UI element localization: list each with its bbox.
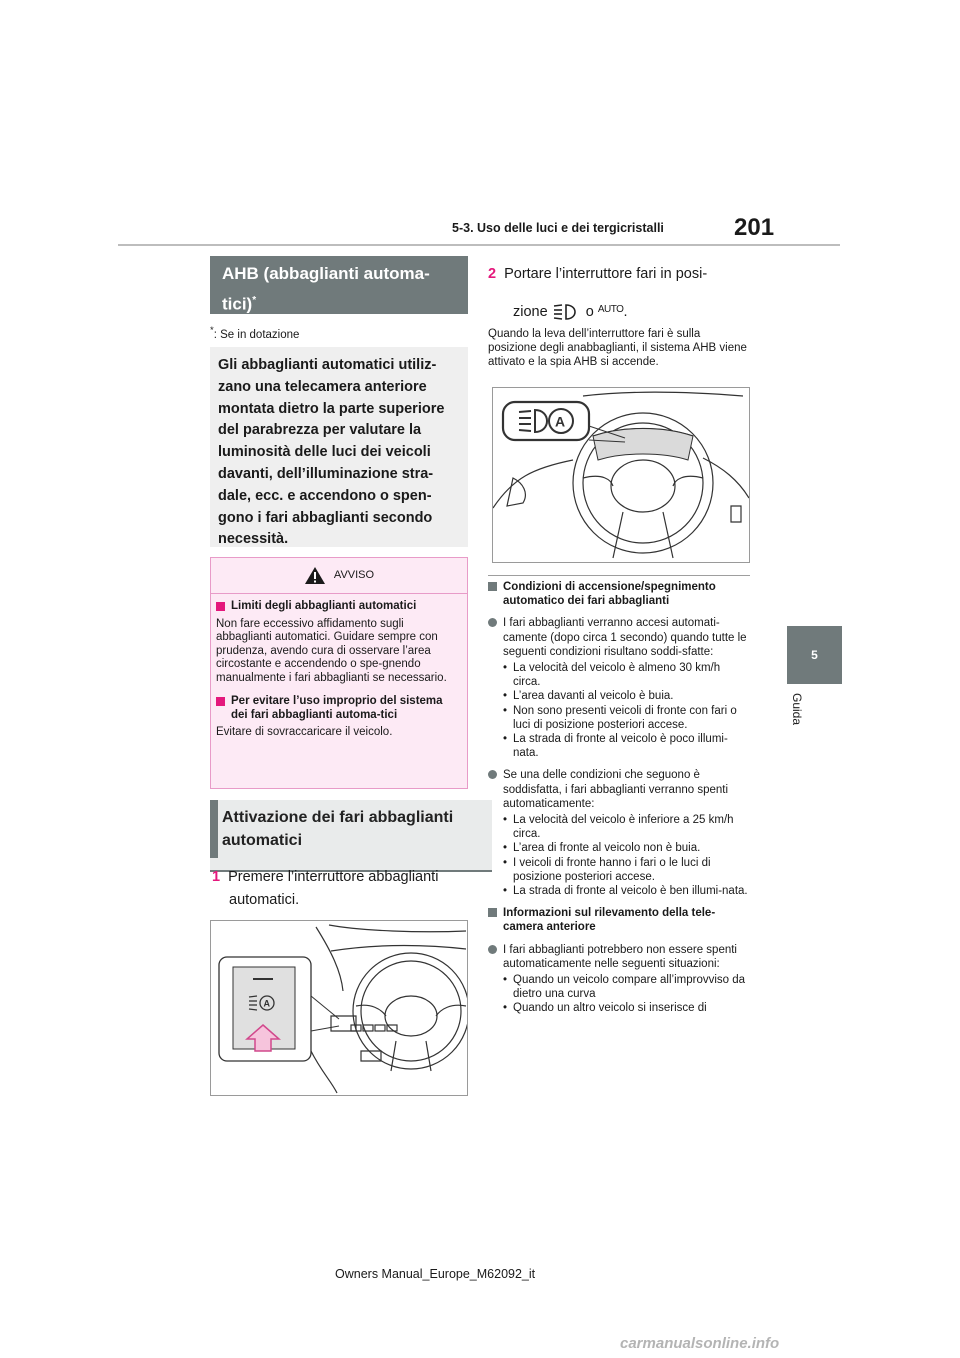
warning-header (211, 558, 467, 594)
bullet-group (488, 768, 750, 898)
ahb-heading-star: * (252, 295, 257, 306)
auto-icon: AUTO (597, 304, 624, 315)
warning-item-heading: Per evitare l’uso improprio del sistema dei fari abbaglianti automa-tici (216, 695, 462, 722)
sub-item: • Quando un veicolo compare all’improvviso da dietro una curva (503, 974, 746, 1001)
magenta-square-icon (216, 602, 225, 611)
sub-item: • La velocità del veicolo è inferiore a 25 km/h circa. (503, 814, 734, 841)
step-text: Premere l’interruttore abbaglianti (228, 869, 439, 885)
bullet-item: Se una delle condizioni che seguono è soddisfatta, i fari abbaglianti verranno spenti automaticamente: (488, 768, 750, 811)
intro-line: davanti, dell’illuminazione stra- (218, 465, 434, 482)
section-divider (488, 575, 750, 576)
step-text: automatici. (229, 892, 300, 908)
step-number: 1 (212, 869, 221, 885)
bullet-group (488, 616, 750, 760)
intro-line: luminosità delle luci dei veicoli (218, 444, 431, 461)
warning-title: AVVISO (333, 568, 375, 581)
warning-item-heading: Limiti degli abbaglianti automatici (216, 600, 462, 614)
intro-line: del parabrezza per valutare la (218, 422, 422, 439)
dashboard-switch-drawing (211, 921, 467, 1095)
sub-item: • La velocità del veicolo è almeno 30 km/h circa. (503, 662, 721, 689)
footnote-text: : Se in dotazione (213, 328, 300, 341)
step-2 (488, 256, 748, 330)
headlight-ahb-icon (552, 302, 582, 322)
or-text: o (585, 304, 594, 320)
chapter-tab[interactable] (787, 626, 842, 684)
svg-text:A: A (555, 413, 566, 430)
subsection-heading: Condizioni di accensione/spegnimento automatico dei fari abbaglianti (488, 580, 750, 608)
chapter-number: 5 (811, 648, 818, 662)
sub-item: • L’area davanti al veicolo è buia. (503, 690, 674, 703)
steering-wheel-drawing (493, 388, 749, 562)
warning-item-text: Non fare eccessivo affidamento sugli abbaglianti automatici. Guidare sempre con prudenza, avendo cura di osservare l’area circostante e accendendo o spe-gnendo manualmente i fari abbaglianti se necessario. (216, 617, 447, 684)
intro-line: zano una telecamera anteriore (218, 378, 427, 395)
period: . (623, 304, 628, 320)
page-number: 201 (734, 214, 775, 241)
subsection-heading: Informazioni sul rilevamento della tele-camera anteriore (488, 906, 750, 934)
bullet-item: I fari abbaglianti verranno accesi automati-camente (dopo circa 1 secondo) quando tutte le seguenti condizioni risultano soddi-sfatte: (488, 616, 750, 659)
intro-line: Gli abbaglianti automatici utiliz- (218, 357, 437, 373)
svg-text:A: A (263, 998, 270, 1009)
bullet-dot-icon (488, 618, 497, 627)
ahb-heading-text: AHB (abbaglianti automa-tici) (222, 264, 430, 314)
ahb-indicator-illustration (492, 387, 750, 563)
activation-heading: Attivazione dei fari abbaglianti automatici (210, 800, 492, 872)
intro-box (210, 347, 468, 547)
footnote-mark: * (210, 325, 214, 336)
step-text: zione (513, 304, 548, 320)
intro-line: necessità. (218, 531, 289, 548)
grey-square-icon (488, 582, 497, 591)
step-number: 2 (488, 266, 497, 282)
bullet-group (488, 943, 750, 1016)
step-1 (212, 866, 462, 912)
header-divider (118, 244, 840, 246)
section-title: 5-3. Uso delle luci e dei tergicristalli (452, 221, 664, 235)
warning-item-text: Evitare di sovraccaricare il veicolo. (216, 726, 393, 738)
bullet-item: I fari abbaglianti potrebbero non essere spenti automaticamente nelle seguenti situazioni: (488, 943, 750, 971)
warning-box (210, 557, 468, 789)
sub-item: • L’area di fronte al veicolo non è buia. (503, 842, 701, 855)
intro-line: gono i fari abbaglianti secondo (218, 509, 433, 526)
sub-item: • La strada di fronte al veicolo è poco illumi-nata. (503, 733, 728, 760)
conditions-section (488, 580, 750, 1024)
intro-line: montata dietro la parte superiore (218, 400, 445, 417)
grey-square-icon (488, 908, 497, 917)
ahb-heading (210, 256, 468, 314)
bullet-dot-icon (488, 770, 497, 779)
sub-item: • La strada di fronte al veicolo è ben illumi-nata. (503, 885, 748, 898)
sub-item: • Non sono presenti veicoli di fronte con fari o luci di posizione posteriori accese. (503, 704, 737, 731)
intro-line: dale, ecc. e accendono o spen- (218, 487, 432, 504)
warning-triangle-icon (304, 566, 326, 585)
footer-text: Owners Manual_Europe_M62092_it (335, 1267, 536, 1281)
footnote (210, 325, 299, 341)
sub-item: • Quando un altro veicolo si inserisce di (503, 1002, 707, 1015)
sub-item: • I veicoli di fronte hanno i fari o le luci di posizione posteriori accese. (503, 856, 711, 883)
heading-accent-bar (210, 800, 218, 858)
paragraph: Quando la leva dell’interruttore fari è sulla posizione degli anabbaglianti, il sistema AHB viene attivato e la spia AHB si accende. (488, 328, 747, 369)
bullet-dot-icon (488, 945, 497, 954)
watermark: carmanualsonline.info (620, 1335, 780, 1352)
chapter-label: Guida (790, 693, 804, 726)
ahb-switch-illustration (210, 920, 468, 1096)
step-text: Portare l’interruttore fari in posi- (504, 266, 708, 282)
magenta-square-icon (216, 697, 225, 706)
